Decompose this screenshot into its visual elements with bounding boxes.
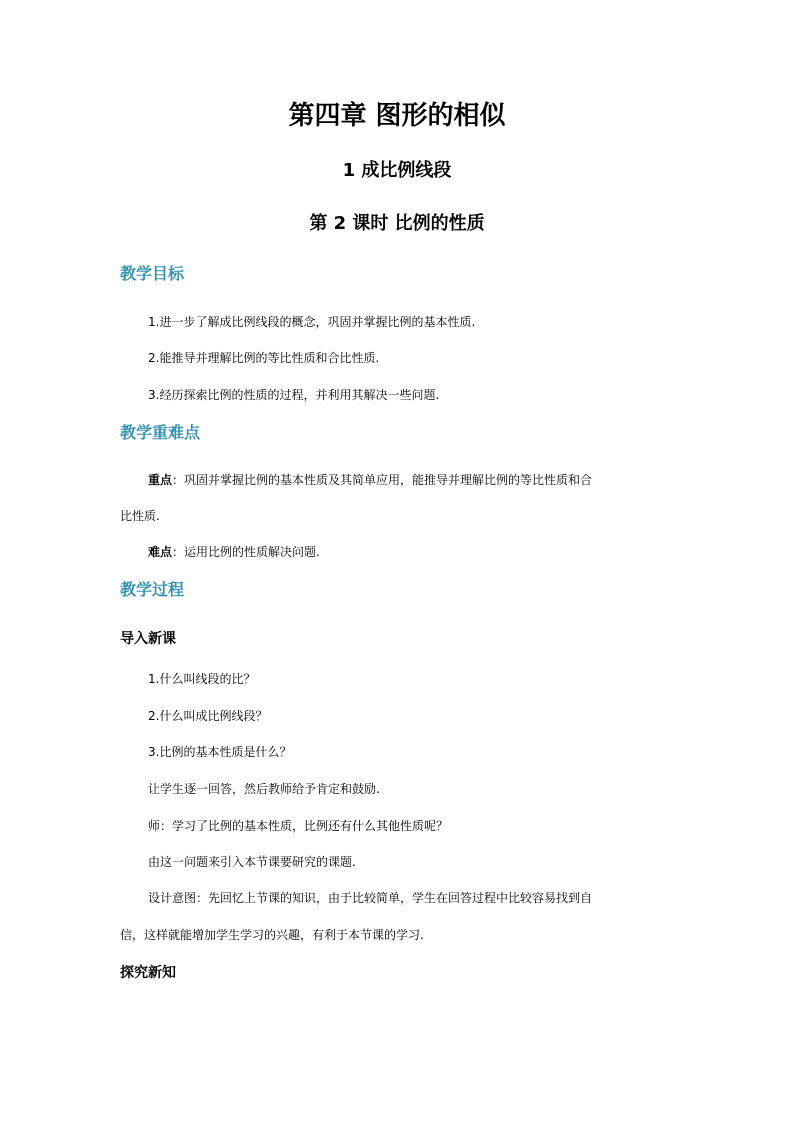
difficulty-line xyxy=(148,546,320,558)
paragraph: 由这一问题来引入本节课要研究的课题. xyxy=(148,855,356,869)
question-item: 2.什么叫成比例线段？ xyxy=(148,709,268,723)
key-points-heading: 教学重难点 xyxy=(120,423,201,442)
lesson-title: 第 2 课时 比例的性质 xyxy=(309,213,485,234)
explore-heading: 探究新知 xyxy=(120,965,176,981)
goal-item: 1.进一步了解成比例线段的概念，巩固并掌握比例的基本性质. xyxy=(148,315,476,329)
chapter-title: 第四章 图形的相似 xyxy=(288,101,506,131)
question-item: 1.什么叫线段的比？ xyxy=(148,672,256,686)
goals-heading: 教学目标 xyxy=(120,264,185,283)
question-item: 3.比例的基本性质是什么？ xyxy=(148,745,292,759)
goal-item: 3.经历探索比例的性质的过程，并利用其解决一些问题. xyxy=(148,388,440,402)
key-text: ：巩固并掌握比例的基本性质及其简单应用，能推导并理解比例的等比性质和合 xyxy=(172,473,593,487)
section-title: 1 成比例线段 xyxy=(342,160,452,181)
key-point-line xyxy=(148,474,592,486)
goal-item: 2.能推导并理解比例的等比性质和合比性质. xyxy=(148,351,380,365)
design-intent-continued: 信，这样就能增加学生学习的兴趣，有利于本节课的学习. xyxy=(120,928,424,942)
difficulty-text: ：运用比例的性质解决问题. xyxy=(172,545,320,559)
paragraph: 师：学习了比例的基本性质，比例还有什么其他性质呢？ xyxy=(148,819,449,833)
key-label: 重点 xyxy=(148,473,173,487)
design-intent-line: 设计意图：先回忆上节课的知识，由于比较简单，学生在回答过程中比较容易找到自 xyxy=(148,891,593,905)
paragraph: 让学生逐一回答，然后教师给予肯定和鼓励. xyxy=(148,782,380,796)
difficulty-label: 难点 xyxy=(148,545,173,559)
intro-heading: 导入新课 xyxy=(120,631,176,647)
process-heading: 教学过程 xyxy=(120,580,185,599)
key-text-continued: 比性质. xyxy=(120,509,160,523)
